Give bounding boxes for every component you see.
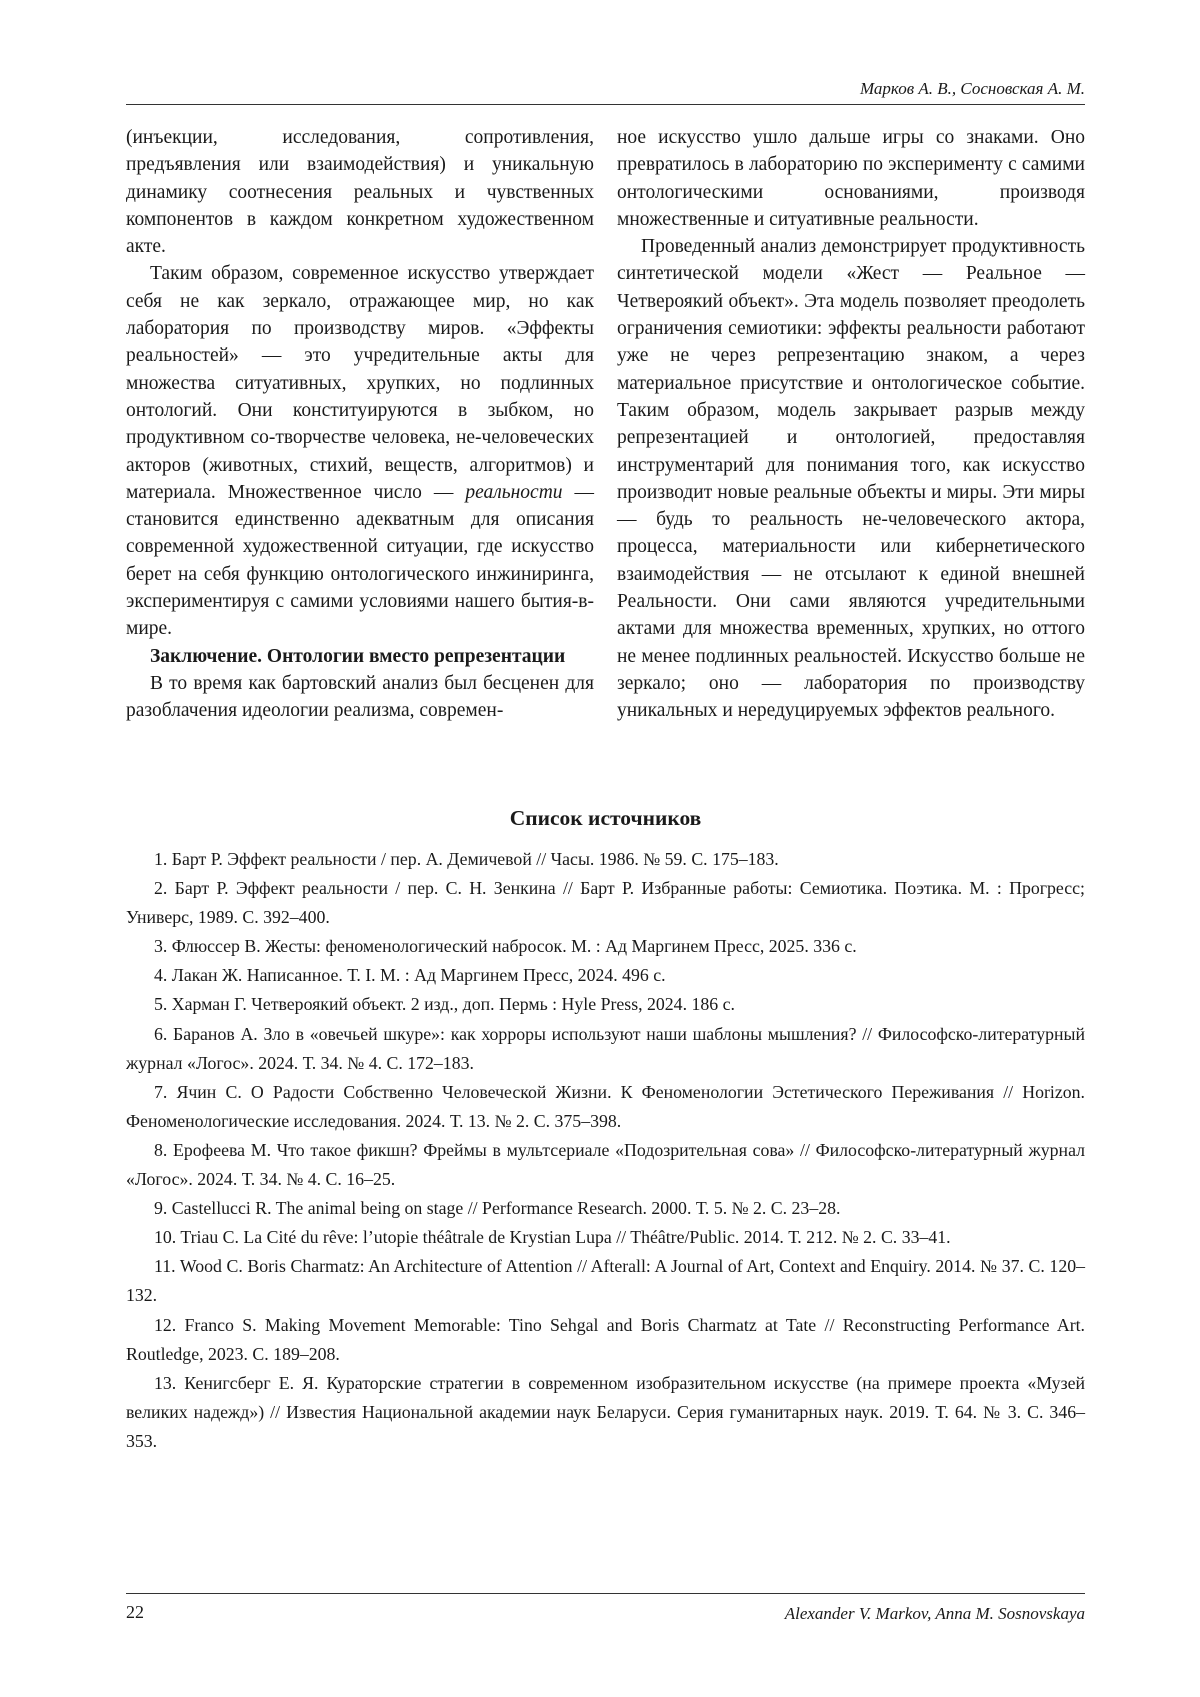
right-column xyxy=(617,124,1085,725)
left-paragraph-3: В то время как бартовский анализ был бесценен для разоблачения идеологии реализма, современ- xyxy=(126,672,594,722)
header-authors: Марков А. В., Сосновская А. М. xyxy=(860,79,1085,98)
footer-authors: Alexander V. Markov, Anna M. Sosnovskaya xyxy=(784,1604,1085,1623)
left-paragraph-2 xyxy=(126,260,594,642)
reference-item: 4. Лакан Ж. Написанное. Т. I. М. : Ад Маргинем Пресс, 2024. 496 с. xyxy=(154,965,666,986)
running-footer xyxy=(126,1593,1085,1623)
references-title: Список источников xyxy=(509,806,702,830)
page-number: 22 xyxy=(126,1602,144,1622)
left-paragraph-1: (инъекции, исследования, сопротивления, предъявления или взаимодействия) и уникальную динамику соотнесения реальных и чувственных компонентов в каждом конкретном художественном акте. xyxy=(126,127,594,258)
left-paragraph-2-part-b: — становится единственно адекватным для описания современной художественной ситуации, где искусство берет на себя функцию онтологического инжиниринга, экспериментируя с самими условиями нашего бытия-в-мире. xyxy=(126,481,595,640)
references-list xyxy=(126,845,1085,1456)
reference-item: 1. Барт Р. Эффект реальности / пер. А. Демичевой // Часы. 1986. № 59. С. 175–183. xyxy=(154,849,779,869)
italic-term: реальности xyxy=(465,481,563,503)
reference-item: 3. Флюссер В. Жесты: феноменологический набросок. М. : Ад Маргинем Пресс, 2025. 336 с. xyxy=(154,936,857,957)
left-paragraph-2-part-a: Таким образом, современное искусство утверждает себя не как зеркало, отражающее мир, но как лаборатория по производству миров. «Эффекты реальностей» — это учредительные акты для множества ситуативных, хрупких, но подлинных онтологий. Они конституируются в зыбком, но продуктивном со-творчестве человека, не-человеческих акторов (животных, стихий, веществ, алгоритмов) и материала. Множественное число — xyxy=(126,263,594,503)
reference-item: 9. Castellucci R. The animal being on stage // Performance Research. 2000. Т. 5. № 2. С. 23–28. xyxy=(154,1198,841,1219)
right-paragraph-2: Проведенный анализ демонстрирует продуктивность синтетической модели «Жест — Реальное — Четвероякий объект». Эта модель позволяет преодолеть ограничения семиотики: эффекты реальности работают уже не через репрезентацию знаком, а через материальное присутствие и онтологическое событие. Таким образом, модель закрывает разрыв между репрезентацией и онтологией, предоставляя инструментарий для понимания того, как искусство производит новые реальные объекты и миры. Эти миры — будь то реальность не-человеческого актора, процесса, материальности или кибернетического взаимодействия — не отсылают к единой внешней Реальности. Они сами являются учредительными актами для множества временных, хрупких, но оттого не менее подлинных реальностей. Искусство больше не зеркало; оно — лаборатория по производству уникальных и нередуцируемых эффектов реального. xyxy=(617,236,1085,722)
reference-item: 8. Ерофеева М. Что такое фикшн? Фреймы в мультсериале «Подозрительная сова» // Философско-литературный журнал «Логос». 2024. Т. 34. № 4. С. 16–25. xyxy=(126,1139,1085,1190)
reference-item: 5. Харман Г. Четвероякий объект. 2 изд., доп. Пермь : Hyle Press, 2024. 186 с. xyxy=(154,994,735,1015)
reference-item: 11. Wood C. Boris Charmatz: An Architecture of Attention // Afterall: A Journal of Art, Context and Enquiry. 2014. № 37. С. 120–132. xyxy=(126,1256,1085,1306)
reference-item: 10. Triau C. La Cité du rêve: l’utopie théâtrale de Krystian Lupa // Théâtre/Public. 2014. Т. 212. № 2. С. 33–41. xyxy=(154,1227,951,1248)
running-header xyxy=(126,74,1085,105)
reference-item: 7. Ячин С. О Радости Собственно Человеческой Жизни. К Феноменологии Эстетического Переживания // Horizon. Феноменологические исследования. 2024. Т. 13. № 2. С. 375–398. xyxy=(126,1081,1085,1131)
section-heading: Заключение. Онтологии вместо репрезентации xyxy=(150,645,566,667)
reference-item: 13. Кенигсберг Е. Я. Кураторские стратегии в современном изобразительном искусстве (на примере проекта «Музей великих надежд») // Известия Национальной академии наук Беларуси. Серия гуманитарных наук. 2019. Т. 64. № 3. С. 346–353. xyxy=(126,1372,1085,1451)
left-column xyxy=(126,124,594,725)
reference-item: 2. Барт Р. Эффект реальности / пер. С. Н. Зенкина // Барт Р. Избранные работы: Семиотика. Поэтика. М. : Прогресс; Универс, 1989. С. 392–400. xyxy=(126,878,1085,928)
reference-item: 6. Баранов А. Зло в «овечьей шкуре»: как хорроры используют наши шаблоны мышления? // Философско-литературный журнал «Логос». 2024. Т. 34. № 4. С. 172–183. xyxy=(126,1023,1085,1073)
right-paragraph-1: ное искусство ушло дальше игры со знаками. Оно превратилось в лабораторию по эксперименту с самими онтологическими основаниями, производя множественные и ситуативные реальности. xyxy=(617,127,1085,230)
reference-item: 12. Franco S. Making Movement Memorable: Tino Sehgal and Boris Charmatz at Tate // Reconstructing Performance Art. Routledge, 2023. С. 189–208. xyxy=(126,1314,1085,1364)
